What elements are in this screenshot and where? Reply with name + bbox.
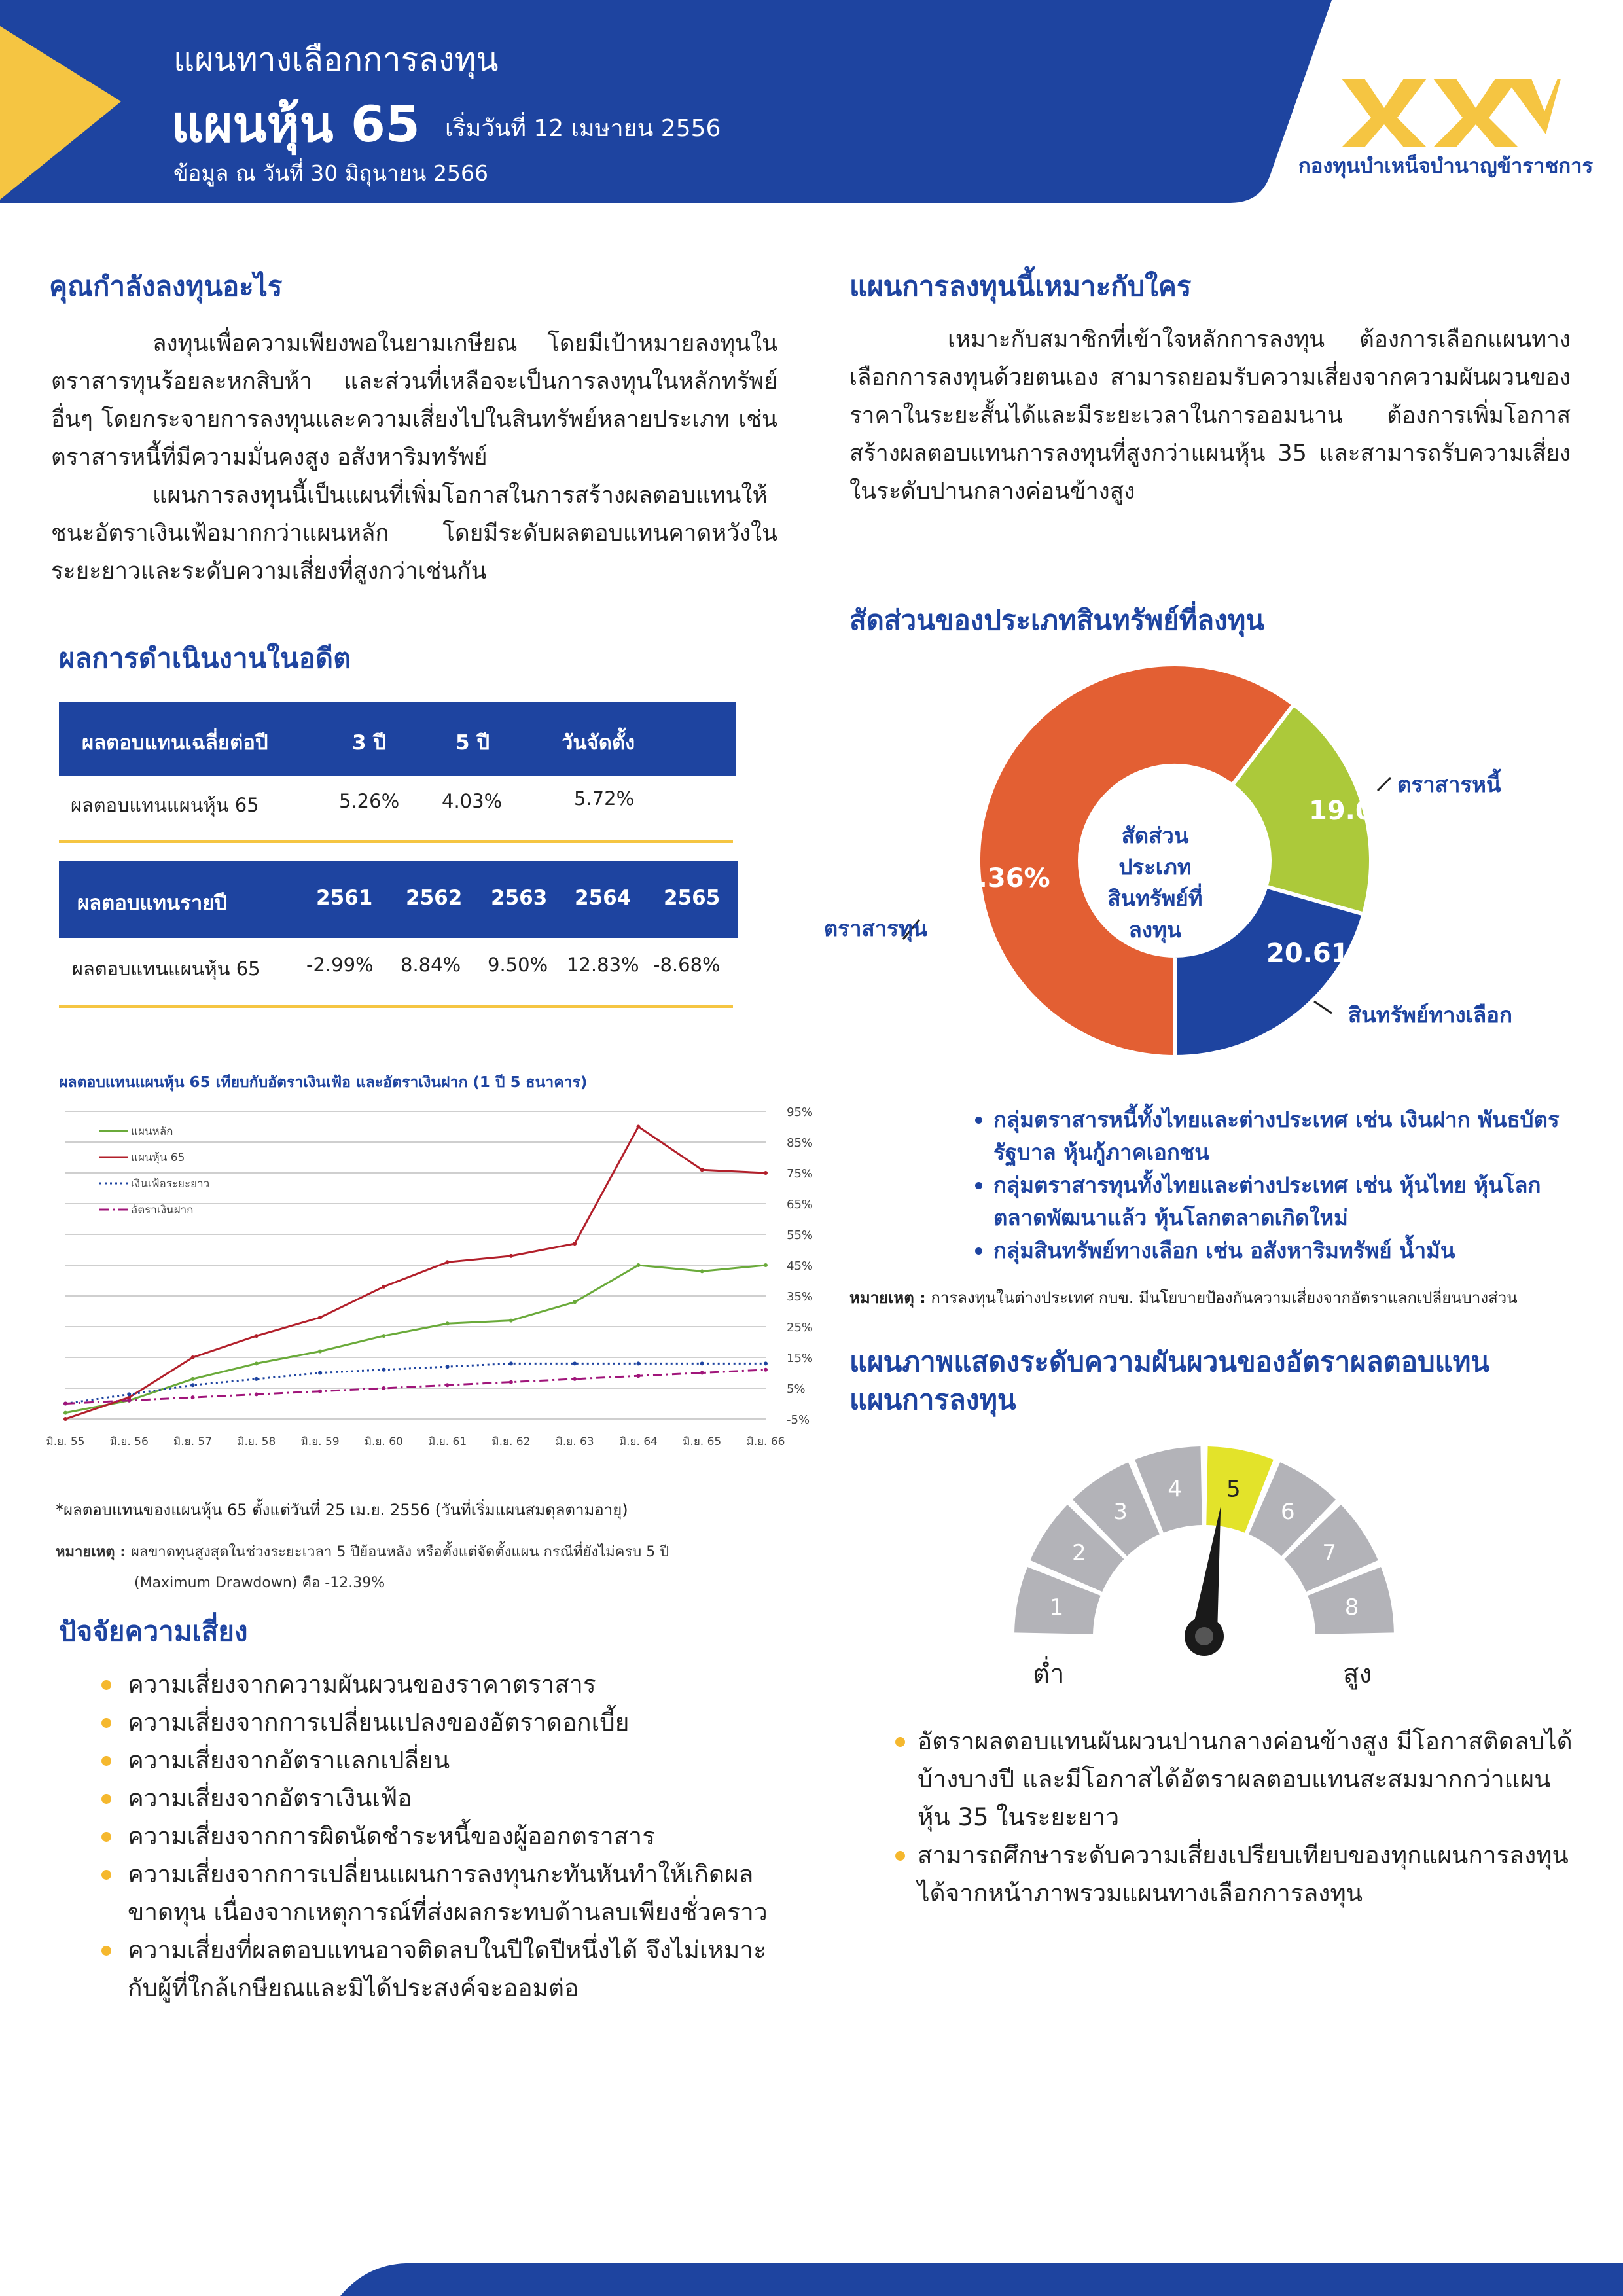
x-tick-label: มิ.ย. 64 xyxy=(618,1435,658,1448)
series-point xyxy=(700,1168,704,1172)
avg-row-inception: 5.72% xyxy=(574,787,635,810)
series-point xyxy=(764,1263,768,1267)
annual-return-row xyxy=(59,938,738,1003)
performance-title: ผลการดำเนินงานในอดีต xyxy=(59,642,351,674)
series-point xyxy=(573,1300,577,1304)
series-point xyxy=(636,1263,640,1267)
gauge-low-label: ต่ำ xyxy=(1033,1659,1065,1689)
volatility-title xyxy=(849,1343,1489,1419)
avg-return-header xyxy=(59,702,736,776)
y-tick-label: 35% xyxy=(787,1290,813,1304)
series-point xyxy=(318,1371,322,1375)
allocation-bullet: กลุ่มตราสารทุนทั้งไทยและต่างประเทศ เช่น หุ้นไทย หุ้นโลกตลาดพัฒนาแล้ว หุ้นโลกตลาดเกิดใหม่ xyxy=(975,1169,1587,1234)
series-point xyxy=(509,1380,513,1384)
donut-center-line1: สัดส่วนประเภท xyxy=(1118,823,1192,880)
annual-header-label: ผลตอบแทนรายปี xyxy=(77,891,228,915)
annual-row-2565: -8.68% xyxy=(653,954,721,976)
series-line xyxy=(65,1363,766,1403)
series-point xyxy=(446,1365,450,1369)
annual-header-2561: 2561 xyxy=(316,886,373,910)
series-point xyxy=(255,1361,259,1365)
suitable-p1: เหมาะกับสมาชิกที่เข้าใจหลักการลงทุน ต้องการเลือกแผนทางเลือกการลงทุนด้วยตนเอง สามารถยอมรับความเสี่ยงจากความผันผวนของราคาในระยะสั้นได้และมีระยะเวลาในการออมนาน ต้องการเพิ่มโอกาสสร้างผลตอบแทนการลงทุนที่สูงกว่าแผนหุ้น 35 และสามารถรับความเสี่ยงในระดับปานกลางค่อนข้างสูง xyxy=(849,327,1571,505)
series-point xyxy=(446,1260,450,1264)
y-tick-label: -5% xyxy=(787,1413,810,1427)
allocation-note-label: หมายเหตุ : xyxy=(849,1289,926,1307)
series-point xyxy=(127,1399,131,1403)
series-point xyxy=(573,1361,577,1365)
series-point xyxy=(509,1254,513,1258)
legend-label: เงินเฟ้อระยะยาว xyxy=(131,1177,210,1191)
line-chart-footnote: *ผลตอบแทนของแผนหุ้น 65 ตั้งแต่วันที่ 25 เม.ย. 2556 (วันที่เริ่มแผนสมดุลตามอายุ) xyxy=(56,1501,628,1519)
series-point xyxy=(446,1383,450,1387)
series-point xyxy=(191,1383,195,1387)
y-tick-label: 15% xyxy=(787,1352,813,1365)
risk-item: ความเสี่ยงจากอัตราเงินเฟ้อ xyxy=(101,1780,795,1818)
donut-pct-label: 20.61% xyxy=(1266,939,1376,969)
volatility-bullets xyxy=(895,1723,1582,1912)
series-point xyxy=(191,1377,195,1381)
gpf-logo xyxy=(1335,72,1561,151)
x-tick-label: มิ.ย. 58 xyxy=(237,1435,276,1448)
what-invest-p2: แผนการลงทุนนี้เป็นแผนที่เพิ่มโอกาสในการสร้างผลตอบแทนให้ชนะอัตราเงินเฟ้อมากกว่าแผนหลัก โดยมีระดับผลตอบแทนคาดหวังในระยะยาวและระดับความเสี่ยงที่สูงกว่าเช่นกัน xyxy=(51,482,777,584)
annual-return-header xyxy=(59,861,738,938)
y-tick-label: 45% xyxy=(787,1259,813,1273)
donut-category-label: ตราสารหนี้ xyxy=(1397,772,1501,797)
series-point xyxy=(382,1386,385,1390)
annual-row-2562: 8.84% xyxy=(401,954,461,976)
series-point xyxy=(255,1377,259,1381)
donut-center-line2: สินทรัพย์ที่ลงทุน xyxy=(1107,886,1203,942)
risk-item: ความเสี่ยงจากความผันผวนของราคาตราสาร xyxy=(101,1666,795,1704)
series-point xyxy=(636,1125,640,1129)
series-point xyxy=(318,1316,322,1319)
legend-label: อัตราเงินฝาก xyxy=(131,1204,194,1217)
annual-row-label: ผลตอบแทนแผนหุ้น 65 xyxy=(72,958,260,980)
y-tick-label: 95% xyxy=(787,1105,813,1119)
series-point xyxy=(382,1334,385,1338)
series-point xyxy=(509,1319,513,1323)
what-invest-title: คุณกำลังลงทุนอะไร xyxy=(49,270,283,302)
plan-name: แผนหุ้น 65 xyxy=(171,95,420,153)
series-point xyxy=(63,1402,67,1406)
leader-line xyxy=(1378,778,1391,791)
x-tick-label: มิ.ย. 57 xyxy=(173,1435,213,1448)
x-tick-label: มิ.ย. 63 xyxy=(555,1435,594,1448)
gauge-level-label: 7 xyxy=(1322,1540,1337,1567)
org-name: กองทุนบำเหน็จบำนาญข้าราชการ xyxy=(1298,154,1594,178)
avg-row-label: ผลตอบแทนแผนหุ้น 65 xyxy=(71,794,259,816)
y-tick-label: 65% xyxy=(787,1198,813,1211)
series-point xyxy=(255,1334,259,1338)
risk-item: ความเสี่ยงที่ผลตอบแทนอาจติดลบในปีใดปีหนึ่งได้ จึงไม่เหมาะกับผู้ที่ใกล้เกษียณและมิได้ประสงค์จะออมต่อ xyxy=(101,1931,795,2007)
x-tick-label: มิ.ย. 59 xyxy=(300,1435,340,1448)
series-point xyxy=(382,1368,385,1372)
donut-category-label: ตราสารทุน xyxy=(823,916,928,941)
suitable-title: แผนการลงทุนนี้เหมาะกับใคร xyxy=(849,270,1192,302)
series-point xyxy=(318,1390,322,1393)
avg-header-5y: 5 ปี xyxy=(455,731,490,755)
y-tick-label: 85% xyxy=(787,1136,813,1150)
gauge-level-label: 6 xyxy=(1280,1498,1295,1525)
start-date: เริ่มวันที่ 12 เมษายน 2556 xyxy=(445,115,721,142)
series-point xyxy=(255,1392,259,1396)
allocation-bullets xyxy=(975,1103,1587,1267)
avg-header-label: ผลตอบแทนเฉลี่ยต่อปี xyxy=(82,731,268,755)
donut-center-label xyxy=(1090,820,1221,946)
legend-label: แผนหลัก xyxy=(131,1125,173,1138)
legend-label: แผนหุ้น 65 xyxy=(131,1151,185,1164)
annual-row-2561: -2.99% xyxy=(306,954,374,976)
series-point xyxy=(318,1350,322,1354)
volatility-title-line2: แผนการลงทุน xyxy=(849,1384,1016,1416)
volatility-gauge xyxy=(1008,1440,1400,1689)
y-tick-label: 55% xyxy=(787,1229,813,1242)
series-point xyxy=(573,1377,577,1381)
x-tick-label: มิ.ย. 66 xyxy=(746,1435,785,1448)
gauge-level-label: 1 xyxy=(1049,1594,1064,1621)
series-point xyxy=(191,1355,195,1359)
avg-row-3y: 5.26% xyxy=(339,790,400,812)
data-date: ข้อมูล ณ วันที่ 30 มิถุนายน 2566 xyxy=(173,160,488,186)
x-tick-label: มิ.ย. 55 xyxy=(46,1435,85,1448)
donut-pct-label: 60.36% xyxy=(941,863,1050,893)
series-line xyxy=(65,1265,766,1413)
line-chart-note-line2: (Maximum Drawdown) คือ -12.39% xyxy=(134,1575,385,1591)
annual-row-2563: 9.50% xyxy=(488,954,548,976)
y-tick-label: 75% xyxy=(787,1167,813,1181)
donut-pct-label: 19.03% xyxy=(1309,796,1418,826)
series-point xyxy=(700,1371,704,1375)
volatility-bullet: สามารถศึกษาระดับความเสี่ยงเปรียบเทียบของทุกแผนการลงทุนได้จากหน้าภาพรวมแผนทางเลือกการลงทุน xyxy=(895,1837,1582,1912)
x-tick-label: มิ.ย. 56 xyxy=(109,1435,149,1448)
series-point xyxy=(63,1417,67,1421)
leader-line xyxy=(1314,1001,1332,1013)
gauge-level-label: 4 xyxy=(1168,1476,1182,1503)
volatility-bullet: อัตราผลตอบแทนผันผวนปานกลางค่อนข้างสูง มีโอกาสติดลบได้บ้างบางปี และมีโอกาสได้อัตราผลตอบแทนสะสมมากกว่าแผนหุ้น 35 ในระยะยาว xyxy=(895,1723,1582,1837)
series-point xyxy=(446,1321,450,1325)
gauge-level-label: 8 xyxy=(1344,1594,1359,1621)
avg-header-3y: 3 ปี xyxy=(352,731,387,755)
what-invest-p1: ลงทุนเพื่อความเพียงพอในยามเกษียณ โดยมีเป้าหมายลงทุนในตราสารทุนร้อยละหกสิบห้า และส่วนที่เหลือจะเป็นการลงทุนในหลักทรัพย์อื่นๆ โดยกระจายการลงทุนและความเสี่ยงไปในสินทรัพย์หลายประเภท เช่น ตราสารหนี้ที่มีความมั่นคงสูง อสังหาริมทรัพย์ xyxy=(51,331,777,471)
series-point xyxy=(509,1361,513,1365)
header-subtitle: แผนทางเลือกการลงทุน xyxy=(173,41,499,79)
allocation-bullet: กลุ่มตราสารหนี้ทั้งไทยและต่างประเทศ เช่น เงินฝาก พันธบัตรรัฐบาล หุ้นกู้ภาคเอกชน xyxy=(975,1103,1587,1169)
avg-return-row xyxy=(59,776,736,838)
y-tick-label: 25% xyxy=(787,1321,813,1335)
series-point xyxy=(764,1368,768,1372)
gauge-hub-inner xyxy=(1195,1627,1213,1645)
avg-row-5y: 4.03% xyxy=(442,790,503,812)
risk-list xyxy=(101,1666,795,2007)
annual-header-2565: 2565 xyxy=(664,886,721,910)
allocation-note-text: การลงทุนในต่างประเทศ กบข. มีนโยบายป้องกันความเสี่ยงจากอัตราแลกเปลี่ยนบางส่วน xyxy=(931,1289,1518,1307)
avg-header-inception: วันจัดตั้ง xyxy=(562,731,635,755)
x-tick-label: มิ.ย. 65 xyxy=(683,1435,722,1448)
allocation-bullet: กลุ่มสินทรัพย์ทางเลือก เช่น อสังหาริมทรัพย์ น้ำมัน xyxy=(975,1234,1587,1267)
annual-row-2564: 12.83% xyxy=(567,954,639,976)
series-point xyxy=(764,1171,768,1175)
x-tick-label: มิ.ย. 60 xyxy=(364,1435,403,1448)
volatility-title-line1: แผนภาพแสดงระดับความผันผวนของอัตราผลตอบแทน xyxy=(849,1346,1490,1378)
series-point xyxy=(573,1242,577,1246)
risk-item: ความเสี่ยงจากการเปลี่ยนแปลงของอัตราดอกเบี้ย xyxy=(101,1704,795,1742)
series-point xyxy=(127,1392,131,1396)
line-chart xyxy=(39,1100,818,1466)
y-tick-label: 5% xyxy=(787,1382,806,1396)
gauge-high-label: สูง xyxy=(1343,1659,1372,1689)
risk-item: ความเสี่ยงจากอัตราแลกเปลี่ยน xyxy=(101,1742,795,1780)
series-point xyxy=(382,1285,385,1289)
risk-item: ความเสี่ยงจากการเปลี่ยนแผนการลงทุนกะทันหันทำให้เกิดผลขาดทุน เนื่องจากเหตุการณ์ที่ส่งผลกระทบด้านลบเพียงชั่วคราว xyxy=(101,1856,795,1931)
series-point xyxy=(700,1361,704,1365)
series-point xyxy=(63,1411,67,1415)
donut-category-label: สินทรัพย์ทางเลือก xyxy=(1348,1002,1512,1028)
x-tick-label: มิ.ย. 62 xyxy=(491,1435,531,1448)
x-tick-label: มิ.ย. 61 xyxy=(428,1435,467,1448)
series-point xyxy=(764,1361,768,1365)
series-point xyxy=(636,1374,640,1378)
risks-title: ปัจจัยความเสี่ยง xyxy=(59,1615,248,1647)
gauge-level-label: 5 xyxy=(1226,1476,1241,1503)
line-chart-title: ผลตอบแทนแผนหุ้น 65 เทียบกับอัตราเงินเฟ้อ และอัตราเงินฝาก (1 ปี 5 ธนาคาร) xyxy=(59,1074,588,1091)
allocation-title: สัดส่วนของประเภทสินทรัพย์ที่ลงทุน xyxy=(849,604,1264,636)
gauge-level-label: 2 xyxy=(1071,1540,1086,1567)
line-chart-note-label: หมายเหตุ : xyxy=(56,1544,126,1560)
series-point xyxy=(636,1361,640,1365)
allocation-note xyxy=(849,1285,1518,1310)
series-point xyxy=(191,1395,195,1399)
gauge-level-label: 3 xyxy=(1113,1498,1128,1525)
line-chart-note-line1: ผลขาดทุนสูงสุดในช่วงระยะเวลา 5 ปีย้อนหลัง หรือตั้งแต่จัดตั้งแผน กรณีที่ยังไม่ครบ 5 ปี xyxy=(131,1544,669,1560)
annual-header-2563: 2563 xyxy=(491,886,548,910)
annual-header-2562: 2562 xyxy=(406,886,463,910)
footer-bar xyxy=(0,2251,1623,2296)
series-point xyxy=(700,1269,704,1273)
divider xyxy=(59,1005,733,1008)
annual-header-2564: 2564 xyxy=(575,886,632,910)
risk-item: ความเสี่ยงจากการผิดนัดชำระหนี้ของผู้ออกตราสาร xyxy=(101,1818,795,1856)
divider xyxy=(59,840,733,843)
